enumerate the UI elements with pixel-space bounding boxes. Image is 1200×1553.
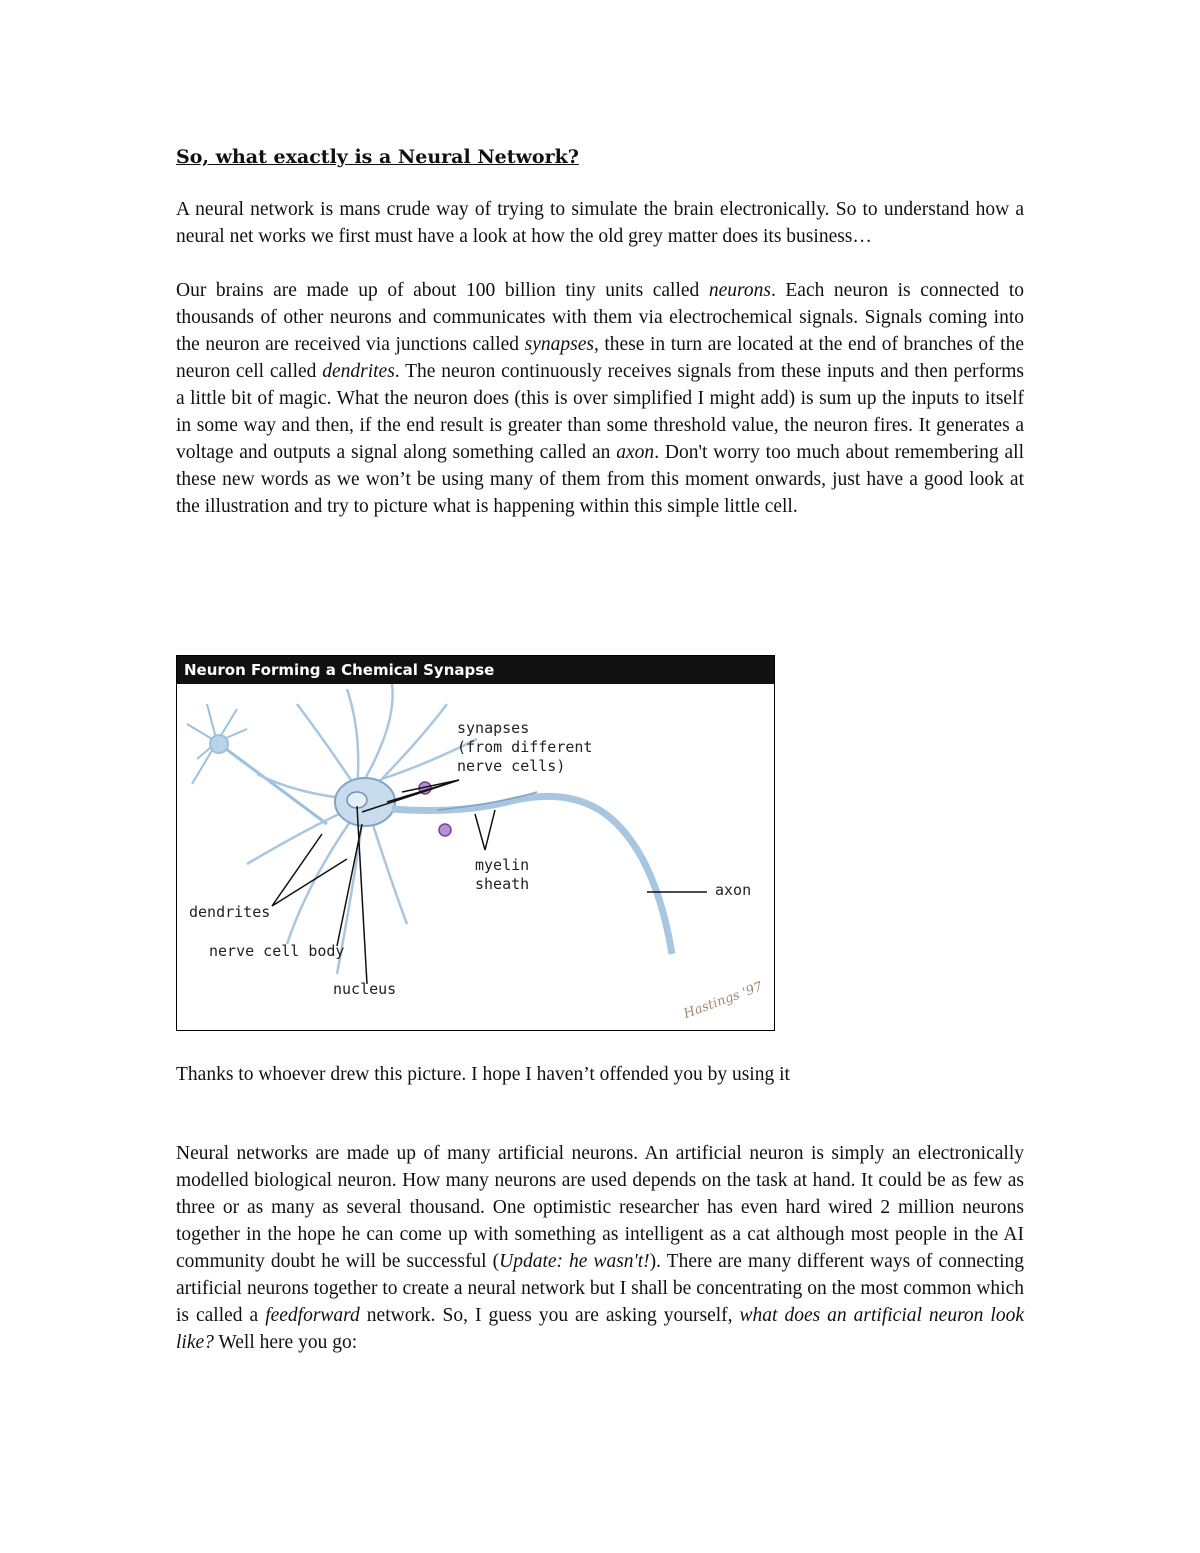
label-synapses-from: (from different: [457, 738, 593, 756]
label-sheath: sheath: [475, 875, 530, 893]
document-page: [176, 140, 1024, 520]
update-note: Update: he wasn't!: [499, 1251, 650, 1272]
text-span: Well here you go:: [213, 1332, 358, 1353]
text-span: Our brains are made up of about 100 billion tiny units called: [176, 280, 709, 301]
term-synapses: synapses: [524, 334, 594, 355]
figure-caption: Thanks to whoever drew this picture. I hope I haven’t offended you by using it: [176, 1064, 790, 1085]
axon-drawing: [392, 796, 672, 954]
label-dendrites: dendrites: [189, 903, 271, 921]
text-span: ). There are many different ways of connecting artificial neurons together to create a neural network but I shall be concentrating on the most common which is called a: [176, 1251, 1024, 1326]
page-title: So, what exactly is a Neural Network?: [176, 146, 579, 168]
term-axon: axon: [616, 442, 655, 463]
label-cell-body: nerve cell body: [209, 942, 345, 960]
text-span: . Don't worry too much about remembering all these new words as we won’t be using many of them from this moment onwards, just have a good look at the illustration and try to picture what is happening within this simple little cell.: [176, 442, 1025, 517]
question-text: what does an artificial neuron look like?: [176, 1305, 1024, 1353]
artist-signature: Hastings '97: [681, 979, 765, 1022]
neuron-drawing: [177, 684, 774, 1030]
text-span: . The neuron continuously receives signals from these inputs and then performs a little bit of magic. What the neuron does (this is over simplified I might add) is sum up the inputs to itself in some way and then, if the end result is greater than some threshold value, the neuron fires. It generates a voltage and outputs a signal along something called an: [176, 361, 1024, 463]
nucleus-drawing: [347, 792, 367, 808]
neuron-paragraph: [176, 277, 1024, 520]
small-neuron-icon: [187, 704, 327, 824]
figure-title: Neuron Forming a Chemical Synapse: [177, 656, 774, 684]
label-synapses-cells: nerve cells): [457, 757, 566, 775]
label-synapses: synapses: [457, 719, 530, 737]
artificial-neurons-paragraph: [176, 1140, 1024, 1356]
intro-paragraph: A neural network is mans crude way of trying to simulate the brain electronically. So to understand how a neural net works we first must have a look at how the old grey matter does its business…: [176, 199, 1024, 247]
term-feedforward: feedforward: [265, 1305, 360, 1326]
text-span: network. So, I guess you are asking yourself,: [359, 1305, 740, 1326]
neuron-illustration: [176, 655, 775, 1031]
label-nucleus: nucleus: [333, 980, 397, 998]
text-span: . Each neuron is connected to thousands of other neurons and communicates with them via electrochemical signals. Signals coming into the neuron are received via junctions called: [176, 280, 1024, 355]
text-span: , these in turn are located at the end of branches of the neuron cell called: [176, 334, 1024, 382]
label-myelin: myelin: [475, 856, 530, 874]
term-dendrites: dendrites: [322, 361, 395, 382]
label-axon: axon: [715, 881, 752, 899]
text-span: Neural networks are made up of many artificial neurons. An artificial neuron is simply an electronically modelled biological neuron. How many neurons are used depends on the task at hand. It could be as few as three or as many as several thousand. One optimistic researcher has even hard wired 2 million neurons together in the hope he can come up with something as intelligent as a cat although most people in the AI community doubt he will be successful (: [176, 1143, 1024, 1272]
term-neurons: neurons: [708, 280, 771, 301]
